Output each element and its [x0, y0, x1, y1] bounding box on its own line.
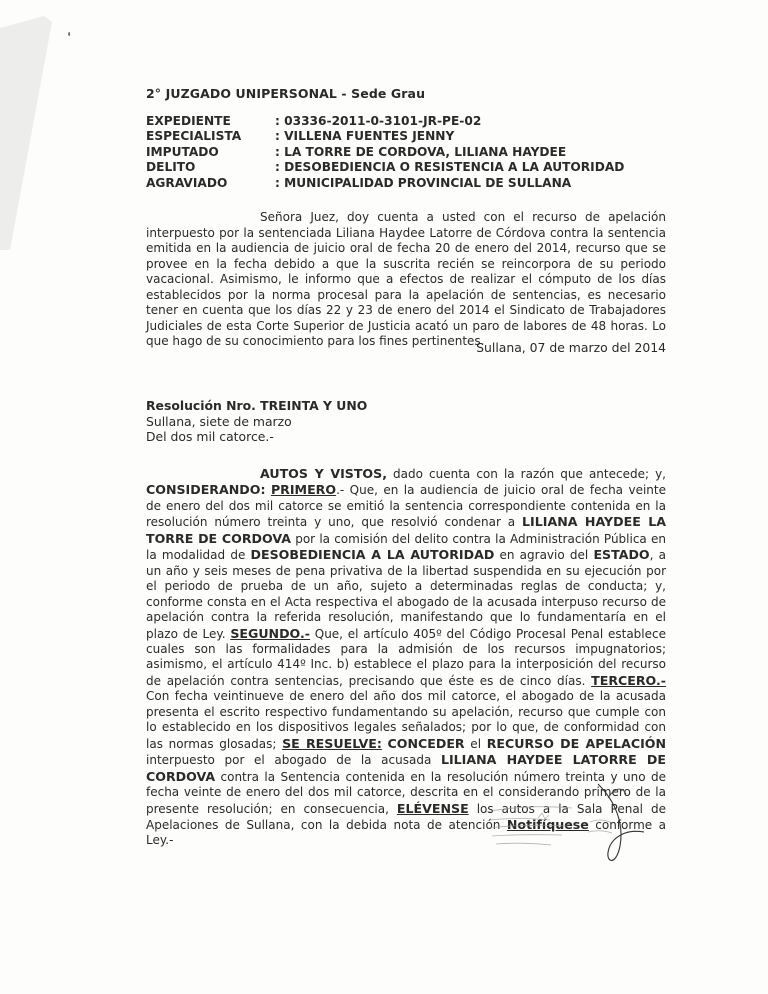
- case-info-label: ESPECIALISTA: [146, 129, 242, 144]
- body-text: el: [464, 736, 487, 751]
- scan-artifact-mark: [0, 0, 70, 250]
- accused-name: LILIANA HAYDEE LATORRE DE CORDOVA: [146, 752, 666, 784]
- considerando-heading: CONSIDERANDO:: [146, 482, 266, 498]
- accused-name: LILIANA HAYDEE LA TORRE DE CORDOVA: [146, 514, 667, 546]
- case-info-value: : DESOBEDIENCIA O RESISTENCIA A LA AUTORIDAD: [275, 160, 625, 175]
- body-text: Que, el artículo 405º del Código Procesal Penal establece cuales son las formalidades para la admisión de los recursos impugnatorios; asimismo, el artículo 414º Inc. b) establece el plazo para la interposición del recurso de apelación contra sentencias, precisando que éste es de cinco días.: [146, 626, 666, 688]
- case-info-row: [146, 160, 666, 175]
- resolution-place-date: Sullana, siete de marzo: [146, 413, 292, 429]
- case-info-value: : MUNICIPALIDAD PROVINCIAL DE SULLANA: [275, 175, 572, 190]
- notifiquese-keyword: Notifíquese: [506, 816, 589, 832]
- case-info-label: DELITO: [146, 160, 196, 175]
- case-info-row: [146, 145, 666, 160]
- crime-name: DESOBEDIENCIA A LA AUTORIDAD: [250, 547, 495, 563]
- case-info-value: : 03336-2011-0-3101-JR-PE-02: [275, 114, 482, 128]
- resolution-title: Resolución Nro. TREINTA Y UNO: [146, 398, 368, 413]
- body-text: en agravio del: [494, 548, 594, 563]
- case-info-label: EXPEDIENTE: [146, 114, 231, 128]
- case-info-value: : LA TORRE DE CORDOVA, LILIANA HAYDEE: [275, 144, 567, 159]
- body-text: los autos a la Sala Penal de Apelaciones de Sullana, con la debida nota de atención: [146, 801, 666, 832]
- resolution-year: Del dos mil catorce.-: [146, 429, 274, 445]
- body-text: contra la Sentencia contenida en la resolución número treinta y uno de fecha veinte de enero del dos mil catorce, descrita en el considerando primero de la presente resolución; en consecuencia,: [146, 769, 666, 816]
- body-text: .- Que, en la audiencia de juicio oral de fecha veinte de enero del dos mil catorce se emitió la sentencia correspondiente contenida en la resolución número treinta y uno, que resolvió condenar a: [146, 483, 666, 530]
- body-text: Con fecha veintinueve de enero del año dos mil catorce, el abogado de la acusada presenta el escrito respectivo fundamentando su apelación, recurso que cumple con lo establecido en los dispositivos legales señalados; por lo que, de conformidad con las normas glosadas;: [146, 689, 666, 751]
- body-text: por la comisión del delito contra la Administración Pública en la modalidad de: [146, 531, 666, 563]
- body-text: dado cuenta con la razón que antecede; y,: [386, 467, 666, 481]
- case-info-row: [146, 176, 666, 191]
- report-date: Sullana, 07 de marzo del 2014: [476, 340, 666, 355]
- body-text: , a un año y seis meses de pena privativa de la libertad suspendida en su ejecución por el periodo de prueba de un año, sujeto a determinadas reglas de conducta; y, conforme consta en el Acta respectiva el abogado de la acusada interpuso recurso de apelación contra la referida resolución, manifestando que lo fundamentaría en el plazo de Ley.: [146, 548, 667, 641]
- signature-stamp: [478, 778, 668, 868]
- case-info-value: : VILLENA FUENTES JENNY: [275, 129, 455, 144]
- clerk-report: Señora Juez, doy cuenta a usted con el recurso de apelación interpuesto por la sentenciada Liliana Haydee Latorre de Córdova contra la sentencia emitida en la audiencia de juicio oral de fecha 20 de enero del 2014, recurso que se provee en la fecha debido a que la suscrita recién se reincorpora de su periodo vacacional. Asimismo, le informo que a efectos de realizar el cómputo de los días establecidos por la norma procesal para la apelación de sentencias, es necesario tener en cuenta que los días 22 y 23 de enero del 2014 el Sindicato de Trabajadores Judiciales de esta Corte Superior de Justicia acató un paro de labores de 48 horas. Lo que hago de su conocimiento para los fines pertinentes.: [146, 210, 666, 348]
- body-text: interpuesto por el abogado de la acusada: [146, 753, 441, 768]
- case-info-label: IMPUTADO: [146, 144, 219, 159]
- court-header: 2° JUZGADO UNIPERSONAL - Sede Grau: [146, 86, 426, 101]
- segundo-heading: SEGUNDO.-: [230, 625, 310, 641]
- se-resuelve-heading: SE RESUELVE:: [282, 735, 382, 751]
- elevense-keyword: ELÉVENSE: [396, 800, 469, 816]
- case-info-label: AGRAVIADO: [146, 175, 228, 190]
- case-info-row: [146, 114, 666, 129]
- case-info-row: [146, 129, 666, 144]
- case-info-block: [146, 114, 666, 191]
- appeal-keyword: RECURSO DE APELACIÓN: [486, 735, 667, 751]
- aggrieved-party: ESTADO: [593, 547, 650, 563]
- resolution-heading: [146, 398, 546, 445]
- conceder-keyword: CONCEDER: [387, 735, 465, 751]
- autos-y-vistos: AUTOS Y VISTOS,: [260, 466, 387, 481]
- primero-heading: PRIMERO: [270, 482, 337, 498]
- body-text: conforme a Ley.-: [146, 817, 667, 848]
- tercero-heading: TERCERO.-: [591, 672, 666, 688]
